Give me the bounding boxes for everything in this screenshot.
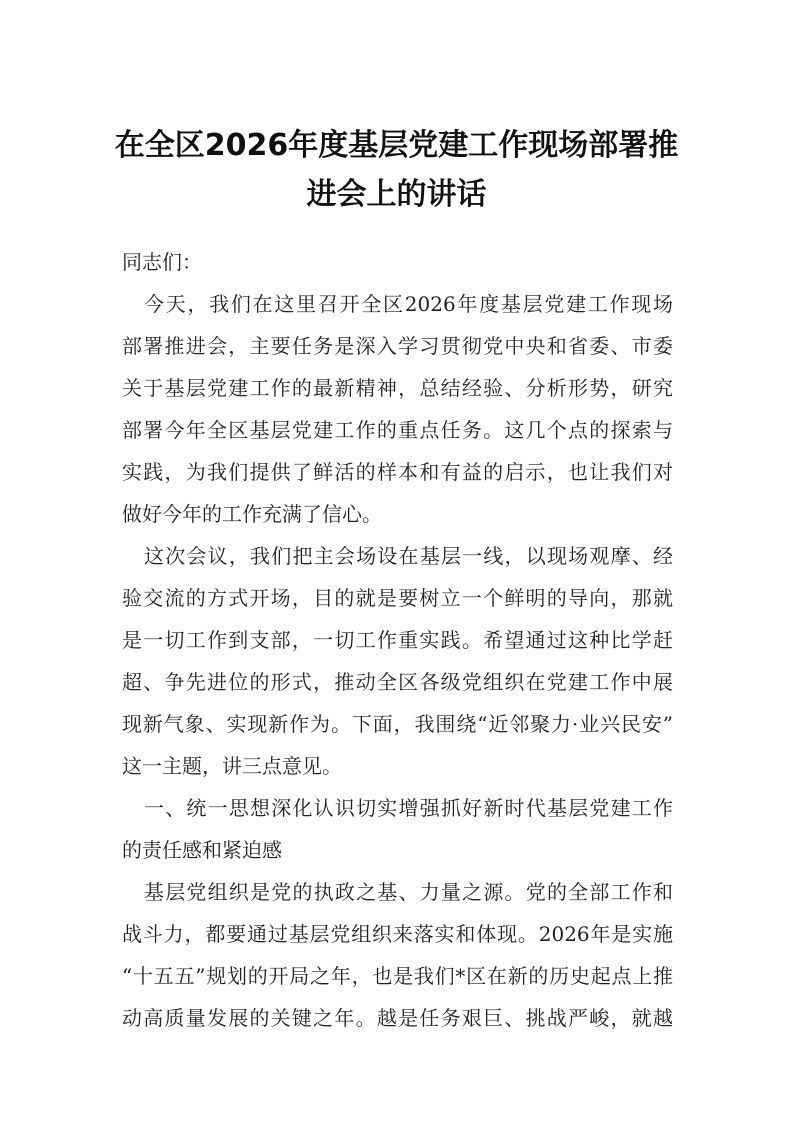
body-line: 部署今年全区基层党建工作的重点任务。这几个点的探索与 bbox=[122, 418, 673, 442]
body-line: 实践，为我们提供了鲜活的样本和有益的启示，也让我们对 bbox=[122, 460, 673, 484]
body-line: 这一主题，讲三点意见。 bbox=[122, 754, 342, 778]
body-line: “十五五”规划的开局之年，也是我们*区在新的历史起点上推 bbox=[122, 964, 673, 988]
body-line: 是一切工作到支部，一切工作重实践。希望通过这种比学赶 bbox=[122, 628, 673, 652]
body-line: 这次会议，我们把主会场设在基层一线，以现场观摩、经 bbox=[144, 544, 673, 568]
body-line: 战斗力，都要通过基层党组织来落实和体现。2026年是实施 bbox=[122, 922, 673, 946]
body-line: 超、争先进位的形式，推动全区各级党组织在党建工作中展 bbox=[122, 670, 673, 694]
body-line: 做好今年的工作充满了信心。 bbox=[122, 502, 382, 526]
body-line: 动高质量发展的关键之年。越是任务艰巨、挑战严峻，就越 bbox=[122, 1006, 673, 1030]
section-heading-line: 的责任感和紧迫感 bbox=[122, 838, 282, 862]
body-line: 今天，我们在这里召开全区2026年度基层党建工作现场 bbox=[144, 292, 673, 316]
section-heading-line: 一、统一思想深化认识切实增强抓好新时代基层党建工作 bbox=[144, 796, 673, 820]
body-line: 关于基层党建工作的最新精神，总结经验、分析形势，研究 bbox=[122, 376, 673, 400]
document-title-line-1: 在全区2026年度基层党建工作现场部署推 bbox=[114, 128, 679, 163]
salutation: 同志们： bbox=[122, 250, 202, 274]
body-line: 现新气象、实现新作为。下面，我围绕“近邻聚力·业兴民安” bbox=[122, 712, 673, 736]
body-line: 验交流的方式开场，目的就是要树立一个鲜明的导向，那就 bbox=[122, 586, 673, 610]
document-title-line-2: 进会上的讲话 bbox=[306, 177, 487, 212]
body-line: 基层党组织是党的执政之基、力量之源。党的全部工作和 bbox=[144, 880, 673, 904]
body-line: 部署推进会，主要任务是深入学习贯彻党中央和省委、市委 bbox=[122, 334, 673, 358]
